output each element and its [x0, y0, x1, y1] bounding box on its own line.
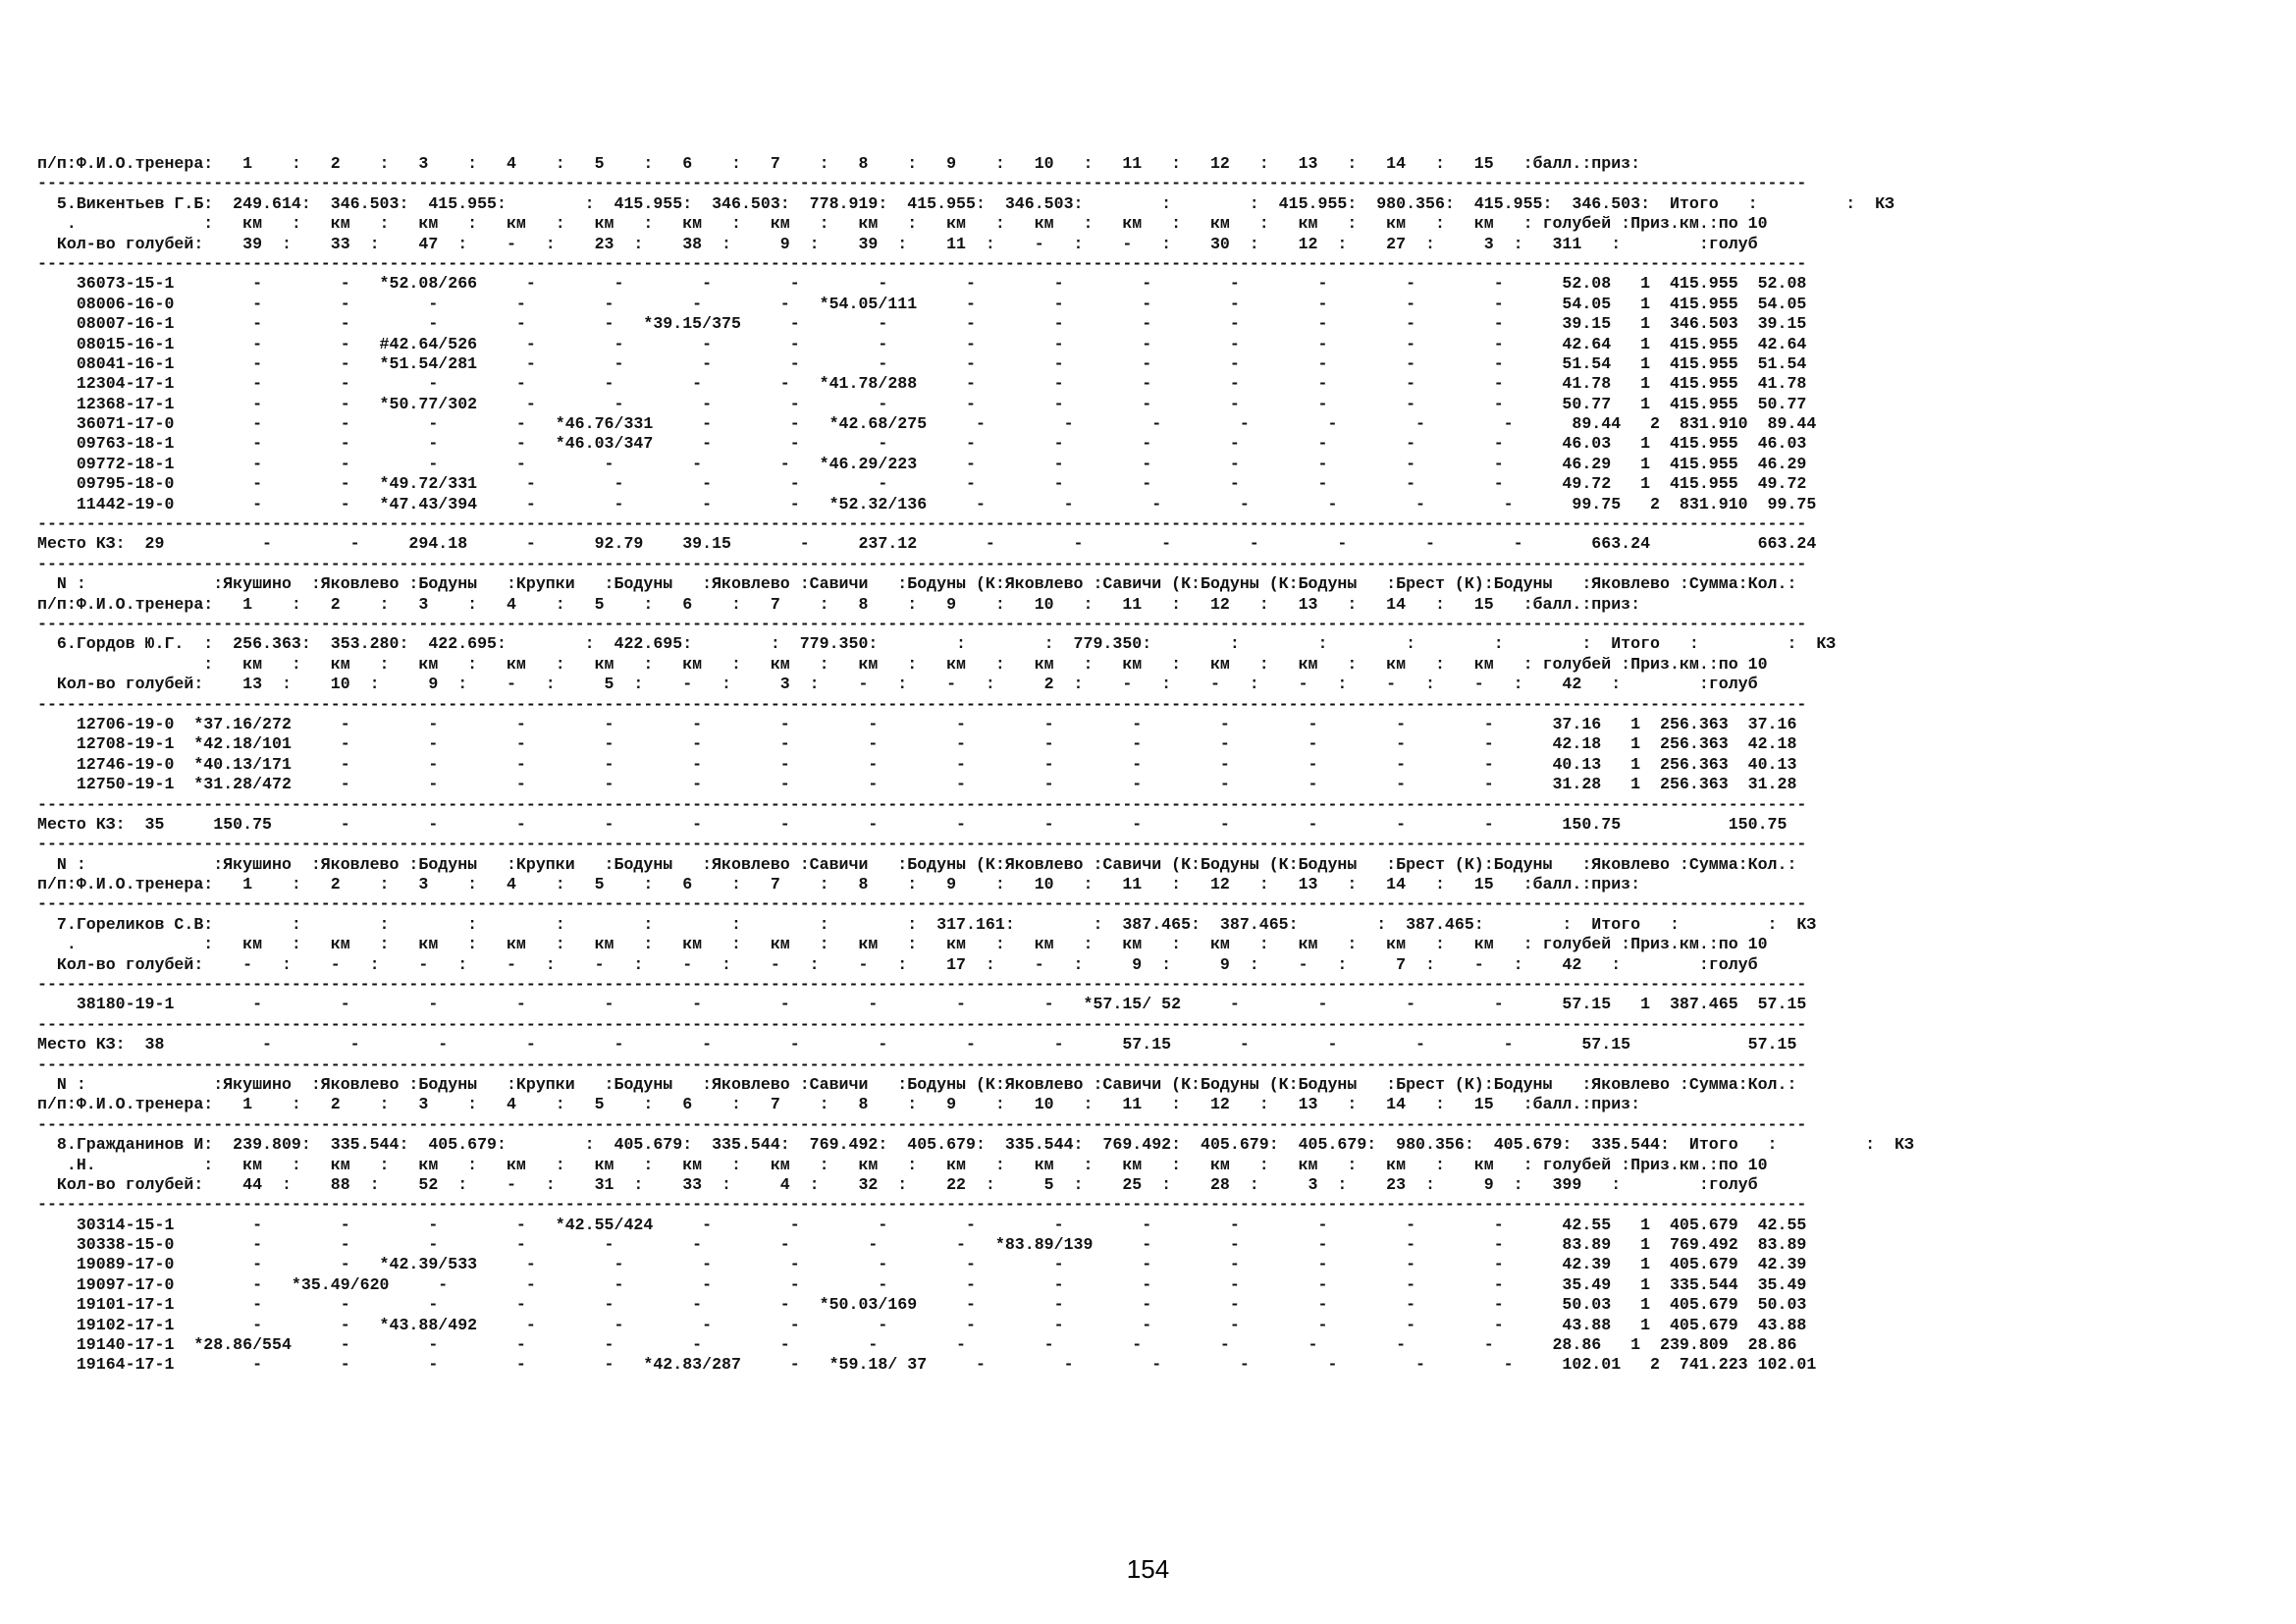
table-row: 12368-17-1 - - *50.77/302 - - - - - - - - - - - - 50.77 1 415.955 50.77: [37, 394, 1807, 413]
table-row: 12708-19-1 *42.18/101 - - - - - - - - - - - - - - 42.18 1 256.363 42.18: [37, 734, 1797, 754]
column-header-row: п/п:Ф.И.О.тренера: 1 : 2 : 3 : 4 : 5 : 6 : 7 : 8 : 9 : 10 : 11 : 12 : 13 : 14 : 15 :балл.:приз:: [37, 875, 1641, 894]
table-row: . : км : км : км : км : км : км : км : км : км : км : км : км : км : км : км : голубей :Приз.км.:по 10: [37, 935, 1768, 954]
table-divider: -------------------------------------------------------------------------------------------------------------------------------------------------------------------------------------: [37, 554, 1807, 573]
table-divider: -------------------------------------------------------------------------------------------------------------------------------------------------------------------------------------: [37, 694, 1807, 714]
table-row: 8.Гражданинов И: 239.809: 335.544: 405.679: : 405.679: 335.544: 769.492: 405.679: 335.544: 769.492: 405.679: 405.679: 980.356: 405.679: 335.544: Итого : : КЗ: [37, 1135, 1914, 1155]
table-row: 7.Гореликов С.В: : : : : : : : : 317.161: : 387.465: 387.465: : 387.465: : Итого : : КЗ: [37, 914, 1817, 934]
table-row: 11442-19-0 - - *47.43/394 - - - - *52.32/136 - - - - - - - 99.75 2 831.910 99.75: [37, 494, 1817, 514]
location-header-row: N : :Якушино :Яковлево :Бодуны :Крупки :Бодуны :Яковлево :Савичи :Бодуны (К:Яковлево :Савичи (К:Бодуны (К:Бодуны :Брест (К):Бодуны :Яковлево :Сумма:Кол.:: [37, 574, 1797, 594]
place-summary-row: Место КЗ: 29 - - 294.18 - 92.79 39.15 - 237.12 - - - - - - - 663.24 663.24: [37, 534, 1817, 554]
table-divider: -------------------------------------------------------------------------------------------------------------------------------------------------------------------------------------: [37, 253, 1807, 273]
table-row: 19089-17-0 - - *42.39/533 - - - - - - - - - - - - 42.39 1 405.679 42.39: [37, 1255, 1807, 1274]
table-row: 19140-17-1 *28.86/554 - - - - - - - - - - - - - - 28.86 1 239.809 28.86: [37, 1335, 1797, 1355]
place-summary-row: Место КЗ: 35 150.75 - - - - - - - - - - - - - - 150.75 150.75: [37, 814, 1788, 834]
table-divider: -------------------------------------------------------------------------------------------------------------------------------------------------------------------------------------: [37, 514, 1807, 534]
table-row: 09763-18-1 - - - - *46.03/347 - - - - - - - - - - 46.03 1 415.955 46.03: [37, 434, 1807, 454]
table-row: 19097-17-0 - *35.49/620 - - - - - - - - - - - - - 35.49 1 335.544 35.49: [37, 1274, 1807, 1294]
table-row: 09795-18-0 - - *49.72/331 - - - - - - - - - - - - 49.72 1 415.955 49.72: [37, 474, 1807, 494]
location-header-row: N : :Якушино :Яковлево :Бодуны :Крупки :Бодуны :Яковлево :Савичи :Бодуны (К:Яковлево :Савичи (К:Бодуны (К:Бодуны :Брест (К):Бодуны :Яковлево :Сумма:Кол.:: [37, 1074, 1797, 1094]
table-divider: -------------------------------------------------------------------------------------------------------------------------------------------------------------------------------------: [37, 1114, 1807, 1134]
pigeon-count-row: Кол-во голубей: 44 : 88 : 52 : - : 31 : 33 : 4 : 32 : 22 : 5 : 25 : 28 : 3 : 23 : 9 : 399 : :голуб: [37, 1174, 1758, 1194]
table-row: . : км : км : км : км : км : км : км : км : км : км : км : км : км : км : км : голубей :Приз.км.:по 10: [37, 214, 1768, 234]
table-row: 12746-19-0 *40.13/171 - - - - - - - - - - - - - - 40.13 1 256.363 40.13: [37, 754, 1797, 774]
table-row: 30338-15-0 - - - - - - - - - *83.89/139 - - - - - 83.89 1 769.492 83.89: [37, 1235, 1807, 1255]
table-divider: -------------------------------------------------------------------------------------------------------------------------------------------------------------------------------------: [37, 1195, 1807, 1215]
pigeon-count-row: Кол-во голубей: 39 : 33 : 47 : - : 23 : 38 : 9 : 39 : 11 : - : - : 30 : 12 : 27 : 3 : 311 : :голуб: [37, 234, 1758, 253]
column-header-row: п/п:Ф.И.О.тренера: 1 : 2 : 3 : 4 : 5 : 6 : 7 : 8 : 9 : 10 : 11 : 12 : 13 : 14 : 15 :балл.:приз:: [37, 1095, 1641, 1114]
table-row: 19102-17-1 - - *43.88/492 - - - - - - - - - - - - 43.88 1 405.679 43.88: [37, 1315, 1807, 1334]
table-divider: -------------------------------------------------------------------------------------------------------------------------------------------------------------------------------------: [37, 174, 1807, 193]
table-divider: -------------------------------------------------------------------------------------------------------------------------------------------------------------------------------------: [37, 1014, 1807, 1034]
table-row: 5.Викентьев Г.Б: 249.614: 346.503: 415.955: : 415.955: 346.503: 778.919: 415.955: 346.503: : : 415.955: 980.356: 415.955: 346.503: Итого : : КЗ: [37, 193, 1895, 213]
table-row: 08015-16-1 - - #42.64/526 - - - - - - - - - - - - 42.64 1 415.955 42.64: [37, 334, 1807, 353]
page-number: 154: [1126, 1554, 1170, 1584]
table-row: .Н. : км : км : км : км : км : км : км : км : км : км : км : км : км : км : км : голубей :Приз.км.:по 10: [37, 1155, 1768, 1174]
table-row: 12750-19-1 *31.28/472 - - - - - - - - - - - - - - 31.28 1 256.363 31.28: [37, 775, 1797, 794]
table-divider: -------------------------------------------------------------------------------------------------------------------------------------------------------------------------------------: [37, 975, 1807, 995]
results-table: [37, 154, 1914, 1376]
table-row: 36071-17-0 - - - - *46.76/331 - - *42.68/275 - - - - - - - 89.44 2 831.910 89.44: [37, 414, 1817, 434]
table-row: 12304-17-1 - - - - - - - *41.78/288 - - - - - - - 41.78 1 415.955 41.78: [37, 374, 1807, 394]
table-row: 09772-18-1 - - - - - - - *46.29/223 - - - - - - - 46.29 1 415.955 46.29: [37, 454, 1807, 473]
column-header-row: п/п:Ф.И.О.тренера: 1 : 2 : 3 : 4 : 5 : 6 : 7 : 8 : 9 : 10 : 11 : 12 : 13 : 14 : 15 :балл.:приз:: [37, 594, 1641, 614]
table-row: 19101-17-1 - - - - - - - *50.03/169 - - - - - - - 50.03 1 405.679 50.03: [37, 1295, 1807, 1315]
pigeon-count-row: Кол-во голубей: - : - : - : - : - : - : - : - : 17 : - : 9 : 9 : - : 7 : - : 42 : :голуб: [37, 954, 1758, 974]
table-row: 36073-15-1 - - *52.08/266 - - - - - - - - - - - - 52.08 1 415.955 52.08: [37, 274, 1807, 294]
table-row: : км : км : км : км : км : км : км : км : км : км : км : км : км : км : км : голубей :Приз.км.:по 10: [37, 654, 1768, 674]
table-row: 08041-16-1 - - *51.54/281 - - - - - - - - - - - - 51.54 1 415.955 51.54: [37, 353, 1807, 373]
location-header-row: N : :Якушино :Яковлево :Бодуны :Крупки :Бодуны :Яковлево :Савичи :Бодуны (К:Яковлево :Савичи (К:Бодуны (К:Бодуны :Брест (К):Бодуны :Яковлево :Сумма:Кол.:: [37, 854, 1797, 874]
table-row: 38180-19-1 - - - - - - - - - - *57.15/ 52 - - - - 57.15 1 387.465 57.15: [37, 995, 1807, 1014]
table-divider: -------------------------------------------------------------------------------------------------------------------------------------------------------------------------------------: [37, 614, 1807, 633]
table-divider: -------------------------------------------------------------------------------------------------------------------------------------------------------------------------------------: [37, 894, 1807, 914]
table-row: 12706-19-0 *37.16/272 - - - - - - - - - - - - - - 37.16 1 256.363 37.16: [37, 714, 1797, 733]
table-row: 6.Гордов Ю.Г. : 256.363: 353.280: 422.695: : 422.695: : 779.350: : : 779.350: : : : : : Итого : : КЗ: [37, 634, 1837, 654]
pigeon-count-row: Кол-во голубей: 13 : 10 : 9 : - : 5 : - : 3 : - : - : 2 : - : - : - : - : - : 42 : :голуб: [37, 675, 1758, 694]
place-summary-row: Место КЗ: 38 - - - - - - - - - - 57.15 - - - - 57.15 57.15: [37, 1035, 1797, 1055]
table-divider: -------------------------------------------------------------------------------------------------------------------------------------------------------------------------------------: [37, 1055, 1807, 1074]
table-divider: -------------------------------------------------------------------------------------------------------------------------------------------------------------------------------------: [37, 835, 1807, 854]
table-row: 30314-15-1 - - - - *42.55/424 - - - - - - - - - - 42.55 1 405.679 42.55: [37, 1215, 1807, 1234]
table-row: 19164-17-1 - - - - - *42.83/287 - *59.18/ 37 - - - - - - - 102.01 2 741.223 102.01: [37, 1355, 1817, 1375]
table-row: 08007-16-1 - - - - - *39.15/375 - - - - - - - - - 39.15 1 346.503 39.15: [37, 314, 1807, 334]
table-row: 08006-16-0 - - - - - - - *54.05/111 - - - - - - - 54.05 1 415.955 54.05: [37, 294, 1807, 313]
column-header-row: п/п:Ф.И.О.тренера: 1 : 2 : 3 : 4 : 5 : 6 : 7 : 8 : 9 : 10 : 11 : 12 : 13 : 14 : 15 :балл.:приз:: [37, 154, 1641, 173]
table-divider: -------------------------------------------------------------------------------------------------------------------------------------------------------------------------------------: [37, 794, 1807, 814]
